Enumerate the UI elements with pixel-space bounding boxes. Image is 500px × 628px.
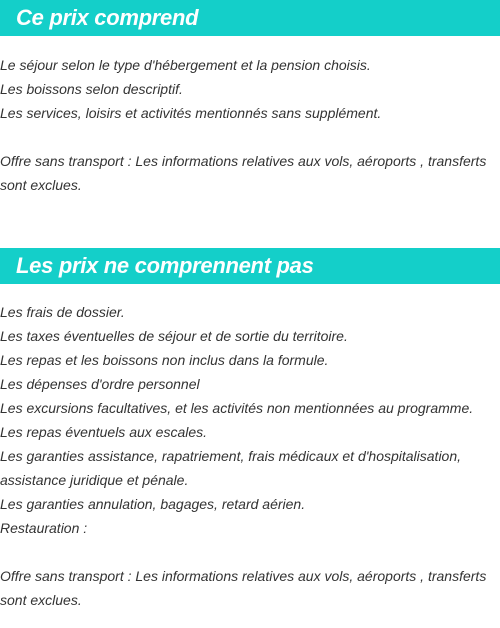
excludes-item: Les dépenses d'ordre personnel [0,376,200,392]
spacer [0,125,500,149]
excludes-content [0,284,500,612]
includes-item: Les services, loisirs et activités mentionnés sans supplément. [0,105,382,121]
excludes-item: Les frais de dossier. [0,304,125,320]
excludes-item: Les taxes éventuelles de séjour et de sortie du territoire. [0,328,348,344]
excludes-header-band [0,248,500,284]
includes-section [0,0,500,197]
includes-content [0,36,500,197]
excludes-item: Restauration : [0,520,88,536]
excludes-section [0,248,500,612]
includes-item: Les boissons selon descriptif. [0,81,183,97]
excludes-note-line: sont exclues. [0,592,82,608]
excludes-title: Les prix ne comprennent pas [16,253,314,278]
excludes-item: Les garanties annulation, bagages, retard aérien. [0,496,306,512]
excludes-note-line: Offre sans transport : Les informations relatives aux vols, aéroports , transferts [0,568,487,584]
includes-header-band [0,0,500,36]
excludes-item: Les excursions facultatives, et les activités non mentionnées au programme. [0,400,474,416]
excludes-item: Les repas éventuels aux escales. [0,424,208,440]
excludes-item: Les repas et les boissons non inclus dans la formule. [0,352,329,368]
spacer [0,540,500,564]
includes-item: Le séjour selon le type d'hébergement et la pension choisis. [0,57,371,73]
includes-note-line: sont exclues. [0,177,82,193]
excludes-item: assistance juridique et pénale. [0,472,189,488]
includes-note-line: Offre sans transport : Les informations relatives aux vols, aéroports , transferts [0,153,487,169]
includes-title: Ce prix comprend [16,5,199,30]
excludes-item: Les garanties assistance, rapatriement, frais médicaux et d'hospitalisation, [0,448,462,464]
